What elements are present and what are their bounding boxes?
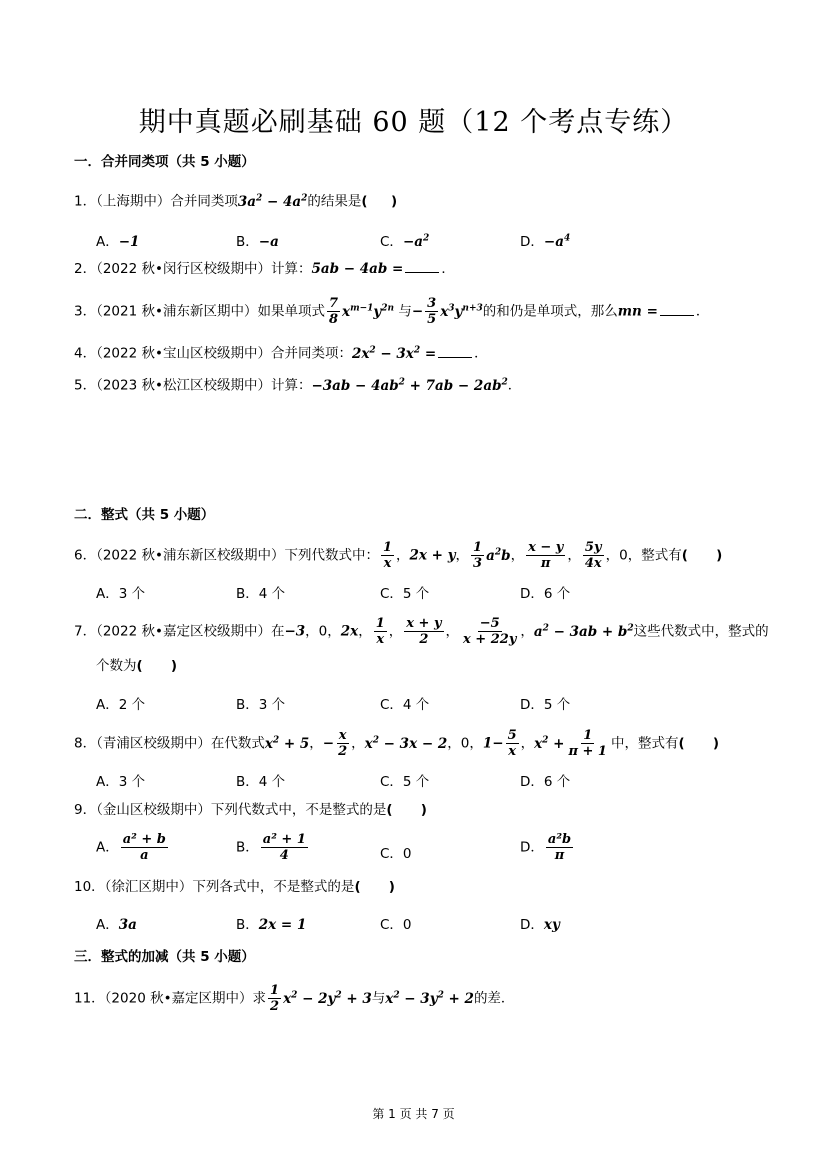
q9-option-a: A． $\frac{\text{a² + b}}{a}$ (96, 832, 166, 863)
q6-option-c: C．5 个 (380, 586, 430, 602)
question-1: 1．（上海期中）合并同类项$3a^2 - 4a^2$的结果是( ) (74, 193, 398, 210)
question-2: 2．（2022 秋•闵行区校级期中）计算：5ab − 4ab = ． (74, 261, 455, 277)
section-heading-2: 二．整式（共 5 小题） (74, 507, 215, 523)
q8-option-b: B．4 个 (236, 774, 286, 790)
page-title: 期中真题必刷基础 60 题（12 个考点专练） (138, 107, 689, 138)
q1-option-a: A．−1 (96, 234, 140, 250)
section-heading-1: 一．合并同类项（共 5 小题） (74, 154, 255, 170)
q7-option-d: D．5 个 (520, 697, 571, 713)
question-4: 4．（2022 秋•宝山区校级期中）合并同类项：$2x^2 - 3x^2$ = ． (74, 345, 488, 362)
q10-option-b: B．2x = 1 (236, 917, 307, 933)
q6-option-d: D．6 个 (520, 586, 571, 602)
q10-option-c: C．0 (380, 917, 412, 933)
q7-option-b: B．3 个 (236, 697, 286, 713)
q9-option-d: D． $\frac{\text{a²b}}{\pi}$ (520, 832, 572, 863)
q1-option-d: D．$-a^4$ (520, 233, 571, 250)
section-heading-3: 三．整式的加减（共 5 小题） (74, 949, 255, 965)
question-7: 7．（2022 秋•嘉定区校级期中）在−3，0，2x， $\frac{1}{x}$ ， $\frac{x + y}{2}$ ， $\frac{-5}{x + 22y}$ ，$a^2 - 3ab + b^2$这些代数式中，整式的 (74, 616, 769, 647)
question-11: 11．（2020 秋•嘉定区期中）求 $\frac{1}{2}$ $x^2 - 2y^2 + 3$与$x^2 - 3y^2 + 2$的差． (74, 983, 515, 1014)
page-footer: 第 1 页 共 7 页 (372, 1107, 455, 1121)
q8-option-c: C．5 个 (380, 774, 430, 790)
q7-option-a: A．2 个 (96, 697, 146, 713)
question-3: 3．（2021 秋•浦东新区期中）如果单项式 $\frac{7}{8}$ $x^{m-1}y^{2n}$ 与− $\frac{3}{5}$ $x^3y^{n+3}$的和仍是单项式，那么mn = ． (74, 296, 710, 327)
q1-option-c: C．$-a^2$ (380, 233, 430, 250)
q9-option-b: B． $\frac{\text{a² + 1}}{4}$ (236, 832, 306, 863)
q7-option-c: C．4 个 (380, 697, 430, 713)
question-6: 6．（2022 秋•浦东新区校级期中）下列代数式中： $\frac{1}{x}$ ，2x + y， $\frac{1}{3}$ $a^2b$， $\frac{x - y}{\pi}$ ， $\frac{5y}{4x}$ ，0，整式有( ) (74, 540, 723, 571)
q1-option-b: B．−a (236, 234, 279, 250)
question-5: 5．（2023 秋•松江区校级期中）计算：$-3ab - 4ab^2 + 7ab - 2ab^2$． (74, 377, 522, 394)
q6-option-a: A．3 个 (96, 586, 146, 602)
question-9: 9．（金山区校级期中）下列代数式中，不是整式的是( ) (74, 802, 427, 818)
q9-option-c: C．0 (380, 846, 412, 862)
question-8: 8．（青浦区校级期中）在代数式$x^2 + 5$，− $\frac{x}{2}$ ，$x^2 - 3x - 2$，0，1− $\frac{5}{x}$ ，$x^2$ + $\frac{1}{\pi + 1}$ 中，整式有( ) (74, 728, 720, 759)
question-10: 10．（徐汇区期中）下列各式中，不是整式的是( ) (74, 879, 395, 895)
q10-option-a: A．3a (96, 917, 137, 933)
question-7-line2: 个数为( ) (96, 658, 178, 674)
q8-option-d: D．6 个 (520, 774, 571, 790)
q6-option-b: B．4 个 (236, 586, 286, 602)
q8-option-a: A．3 个 (96, 774, 146, 790)
q10-option-d: D．xy (520, 917, 560, 933)
